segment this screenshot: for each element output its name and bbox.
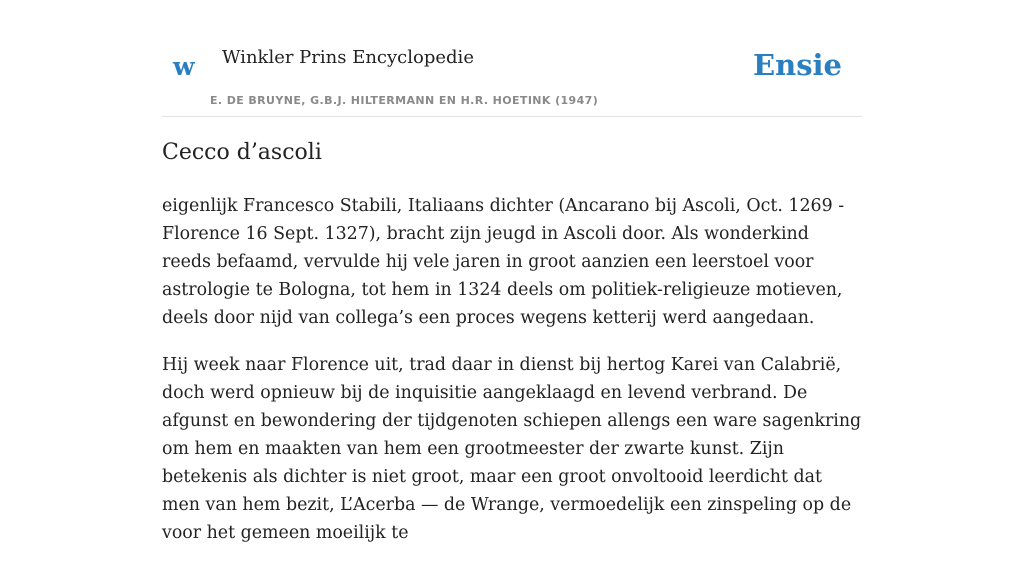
site-header [162,0,862,117]
article-title: Cecco d’ascoli [162,140,322,165]
winkler-prins-logo[interactable]: w [173,52,195,81]
ensie-logo[interactable]: Ensie [753,48,842,82]
article-paragraph-2: Hij week naar Florence uit, trad daar in dienst bij hertog Karei van Calabrië, doch werd opnieuw bij de inquisitie aangeklaagd en levend verbrand. De afgunst en bewondering der tijdgenoten schiepen allengs een ware sagenkring om hem en maakten van hem een grootmeester der zwarte kunst. Zijn betekenis als dichter is niet groot, maar een groot onvoltooid leerdicht dat men van hem bezit, L’Acerba — de Wrange, vermoedelijk een zinspeling op de voor het gemeen moeilijk te [162,355,862,543]
encyclopedia-title[interactable]: Winkler Prins Encyclopedie [222,47,474,68]
article-body [162,192,862,566]
encyclopedia-authors: E. DE BRUYNE, G.B.J. HILTERMANN EN H.R. HOETINK (1947) [210,94,599,107]
article-paragraph-1: eigenlijk Francesco Stabili, Italiaans dichter (Ancarano bij Ascoli, Oct. 1269 - Florence 16 Sept. 1327), bracht zijn jeugd in Ascoli door. Als wonderkind reeds befaamd, vervulde hij vele jaren in groot aanzien een leerstoel voor astrologie te Bologna, tot hem in 1324 deels om politiek-religieuze motieven, deels door nijd van collega’s een proces wegens ketterij werd aangedaan. [162,196,845,328]
